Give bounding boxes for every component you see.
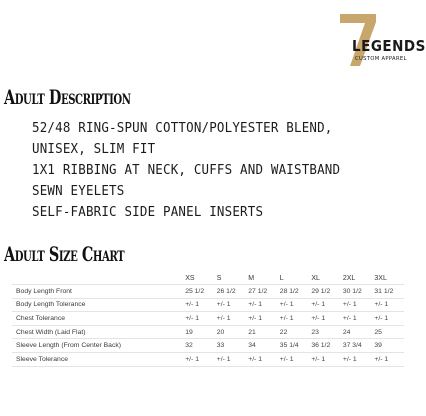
table-cell: +/- 1 xyxy=(246,352,278,366)
table-cell: +/- 1 xyxy=(341,298,373,312)
table-cell: +/- 1 xyxy=(372,352,404,366)
description-line: SEWN EYELETS xyxy=(32,184,125,199)
description-heading: Adult Description xyxy=(4,85,131,109)
table-cell: 30 1/2 xyxy=(341,285,373,299)
row-label: Body Length Tolerance xyxy=(12,298,183,312)
table-cell: +/- 1 xyxy=(309,352,341,366)
table-cell: +/- 1 xyxy=(309,312,341,326)
description-list xyxy=(32,118,412,223)
row-label: Sleeve Length (From Center Back) xyxy=(12,339,183,353)
table-cell: +/- 1 xyxy=(215,352,247,366)
table-cell: +/- 1 xyxy=(183,352,215,366)
table-cell: +/- 1 xyxy=(341,312,373,326)
table-cell: 35 1/4 xyxy=(278,339,310,353)
size-chart-table xyxy=(12,272,404,367)
table-cell: 36 1/2 xyxy=(309,339,341,353)
size-header-l: L xyxy=(279,274,284,282)
brand-logo xyxy=(338,12,426,68)
brand-tagline: CUSTOM APPAREL xyxy=(355,56,407,62)
description-line: 1X1 RIBBING AT NECK, CUFFS AND WAISTBAND xyxy=(32,163,341,178)
size-header-row xyxy=(12,272,404,285)
table-row xyxy=(12,325,404,339)
table-cell: 33 xyxy=(215,339,247,353)
size-header-blank xyxy=(12,272,183,285)
table-row xyxy=(12,339,404,353)
table-cell: +/- 1 xyxy=(309,298,341,312)
table-cell: 21 xyxy=(246,325,278,339)
table-cell: 39 xyxy=(372,339,404,353)
table-cell: 25 1/2 xyxy=(183,285,215,299)
table-cell: +/- 1 xyxy=(183,298,215,312)
size-header-xs: XS xyxy=(185,274,195,282)
table-cell: 26 1/2 xyxy=(215,285,247,299)
size-chart-heading: Adult Size Chart xyxy=(4,242,125,266)
table-cell: +/- 1 xyxy=(246,298,278,312)
description-line: UNISEX, SLIM FIT xyxy=(32,142,156,157)
table-cell: 20 xyxy=(215,325,247,339)
row-label: Sleeve Tolerance xyxy=(12,352,183,366)
table-cell: 22 xyxy=(278,325,310,339)
size-header-3xl: 3XL xyxy=(374,274,387,282)
table-cell: +/- 1 xyxy=(341,352,373,366)
size-header-xl: XL xyxy=(311,274,320,282)
row-label: Chest Tolerance xyxy=(12,312,183,326)
size-header-2xl: 2XL xyxy=(342,274,356,282)
table-cell: 23 xyxy=(309,325,341,339)
table-cell: 32 xyxy=(183,339,215,353)
table-cell: +/- 1 xyxy=(372,312,404,326)
table-cell: +/- 1 xyxy=(278,352,310,366)
description-line: SELF-FABRIC SIDE PANEL INSERTS xyxy=(32,205,264,220)
row-label: Body Length Front xyxy=(12,285,183,299)
table-cell: +/- 1 xyxy=(183,312,215,326)
table-cell: 19 xyxy=(183,325,215,339)
description-line: 52/48 RING-SPUN COTTON/POLYESTER BLEND, xyxy=(32,121,333,136)
table-cell: +/- 1 xyxy=(246,312,278,326)
table-cell: 34 xyxy=(246,339,278,353)
table-cell: 31 1/2 xyxy=(372,285,404,299)
table-cell: +/- 1 xyxy=(278,298,310,312)
table-cell: 25 xyxy=(372,325,404,339)
table-cell: 28 1/2 xyxy=(278,285,310,299)
brand-wordmark: LEGENDS xyxy=(352,37,426,55)
table-row xyxy=(12,312,404,326)
table-cell: +/- 1 xyxy=(215,298,247,312)
table-cell: 27 1/2 xyxy=(246,285,278,299)
table-row xyxy=(12,352,404,366)
table-cell: +/- 1 xyxy=(372,298,404,312)
row-label: Chest Width (Laid Flat) xyxy=(12,325,183,339)
size-header-s: S xyxy=(216,274,222,282)
size-header-m: M xyxy=(248,274,255,282)
table-cell: 29 1/2 xyxy=(309,285,341,299)
table-cell: +/- 1 xyxy=(278,312,310,326)
table-row xyxy=(12,298,404,312)
table-cell: 24 xyxy=(341,325,373,339)
table-cell: 37 3/4 xyxy=(341,339,373,353)
table-cell: +/- 1 xyxy=(215,312,247,326)
table-row xyxy=(12,285,404,299)
